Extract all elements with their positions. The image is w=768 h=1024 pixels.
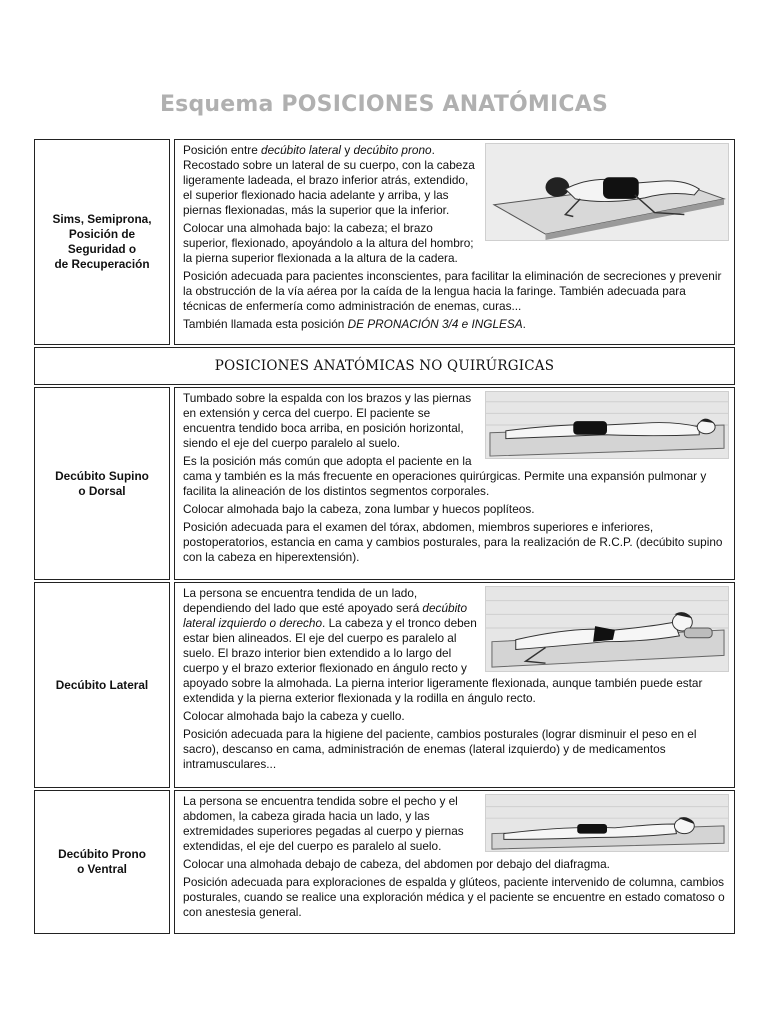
- lateral-position-illustration-icon: [485, 586, 729, 672]
- label-line: Sims, Semiprona,: [52, 212, 152, 226]
- label-line: Seguridad o: [67, 242, 137, 256]
- table-row: [34, 139, 735, 345]
- description-paragraph: Posición adecuada para la higiene del paciente, cambios posturales (lograr disminuir el peso en el sacro), descanso en cama, administración de enemas (lateral izquierdo) y de medicamentos intramusculares...: [183, 727, 697, 771]
- description-paragraph: Es la posición más común que adopta el paciente en la cama y también es la más frecuente en operaciones quirúrgicas. Permite una expansión pulmonar y facilita la alineación de los distintos segmentos corporales.: [183, 454, 707, 498]
- table-row: [34, 790, 735, 934]
- label-line: Decúbito Lateral: [55, 677, 149, 692]
- position-label-sims: [34, 139, 170, 345]
- position-label-prone: [34, 790, 170, 934]
- position-label-supine: [34, 387, 170, 580]
- label-line: o Ventral: [77, 862, 127, 876]
- position-description-prone: [174, 790, 735, 934]
- label-line: de Recuperación: [54, 257, 150, 271]
- description-paragraph: Colocar una almohada bajo: la cabeza; el brazo superior, flexionado, apoyándolo a la altura del hombro; la pierna superior flexionada a la altura de la cadera.: [183, 221, 474, 265]
- label-line: Posición de: [68, 227, 136, 241]
- position-description-sims: Posición entre decúbito lateral y decúbito prono. Recostado sobre un lateral de su cuerpo, con la cabeza ligeramente ladeada, el brazo inferior atrás, extendido, el superior flexionado hacia adelante y arriba, y las piernas flexionadas, más la superior que la inferior. Colocar una almohada bajo: la cabeza; el brazo superior, flexionado, apoyándolo a la altura del hombro; la pierna superior flexionada a la altura de la cadera. Posición adecuada para pacientes inconscientes, para facilitar la eliminación de secreciones y prevenir la obstrucción de la vía aérea por la caída de la lengua hacia la faringe. También adecuada para técnicas de enfermería como administración de enemas, curas... También llamada esta posición DE PRONACIÓN 3/4 e INGLESA.: [174, 139, 735, 345]
- label-line: o Dorsal: [78, 483, 126, 498]
- page-title: Esquema POSICIONES ANATÓMICAS: [159, 92, 609, 117]
- label-line: Decúbito Prono: [58, 847, 146, 861]
- description-paragraph: Posición adecuada para el examen del tórax, abdomen, miembros superiores e inferiores, postoperatorios, estancia en cama y cambios posturales, para la realización de R.C.P. (decúbito supino con la cabeza en hiperextensión).: [183, 520, 723, 564]
- table-row: [34, 582, 735, 788]
- label-line: Decúbito Supino: [55, 468, 149, 483]
- position-description-supine: [174, 387, 735, 580]
- prone-position-illustration-icon: [485, 794, 729, 852]
- position-description-lateral: La persona se encuentra tendida de un lado, dependiendo del lado que esté apoyado será decúbito lateral izquierdo o derecho. La cabeza y el tronco deben estar bien alineados. El eje del cuerpo es paralelo al suelo. El brazo interior bien extendido a lo largo del cuerpo y el brazo exterior flexionado en ángulo recto y apoyado sobre la almohada. La pierna interior ligeramente flexionada, aunque también puede estar extendida y la pierna exterior flexionada y la rodilla en ángulo recto. Colocar almohada bajo la cabeza y cuello. Posición adecuada para la higiene del paciente, cambios posturales (lograr disminuir el peso en el sacro), descanso en cama, administración de enemas (lateral izquierdo) y de medicamentos intramusculares...: [174, 582, 735, 788]
- description-paragraph: Colocar una almohada debajo de cabeza, del abdomen por debajo del diafragma.: [183, 857, 610, 871]
- description-paragraph: Tumbado sobre la espalda con los brazos y las piernas en extensión y cerca del cuerpo. El paciente se encuentra tendido boca arriba, en posición horizontal, siendo el eje del cuerpo paralelo al suelo.: [183, 391, 472, 450]
- sims-position-illustration-icon: [485, 143, 729, 241]
- table-row: [34, 387, 735, 580]
- description-paragraph: Posición adecuada para exploraciones de espalda y glúteos, paciente intervenido de columna, cambios posturales, cuando se realice una exploración médica y el paciente se encuentre en estado comatoso o con anestesia general.: [183, 875, 725, 919]
- section-header: POSICIONES ANATÓMICAS NO QUIRÚRGICAS: [34, 347, 735, 385]
- description-paragraph: Posición adecuada para pacientes inconscientes, para facilitar la eliminación de secreciones y prevenir la obstrucción de la vía aérea por la caída de la lengua hacia la faringe. También adecuada para técnicas de enfermería como administración de enemas, curas...: [183, 269, 722, 313]
- position-label-lateral: [34, 582, 170, 788]
- position-table-non-surgical: [34, 385, 735, 936]
- supine-position-illustration-icon: [485, 391, 729, 459]
- description-paragraph: Colocar almohada bajo la cabeza, zona lumbar y huecos poplíteos.: [183, 502, 535, 516]
- description-paragraph: La persona se encuentra tendida sobre el pecho y el abdomen, la cabeza girada hacia un lado, y las extremidades superiores pegadas al cuerpo y piernas extendidas, el eje del cuerpo es paralelo al suelo.: [183, 794, 464, 853]
- description-paragraph: Colocar almohada bajo la cabeza y cuello.: [183, 709, 405, 723]
- positions-sheet: [34, 137, 735, 936]
- position-table-sims: [34, 137, 735, 347]
